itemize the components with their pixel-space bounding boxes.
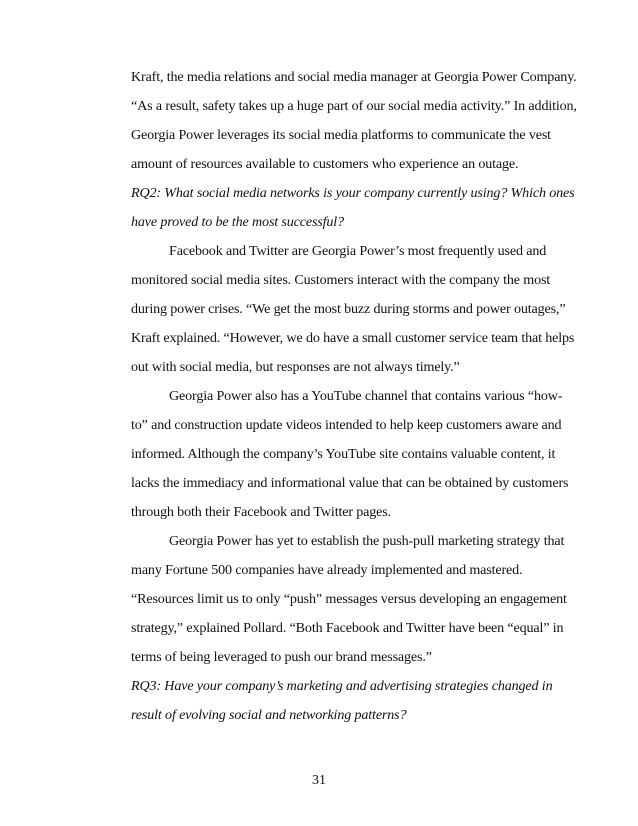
text-line: Kraft explained. “However, we do have a small customer service team that helps — [131, 330, 575, 346]
text-line: “Resources limit us to only “push” messages versus developing an engagement — [131, 591, 567, 607]
research-question-heading: RQ2: What social media networks is your company currently using? Which ones — [131, 185, 575, 201]
text-line: through both their Facebook and Twitter pages. — [131, 504, 391, 520]
text-line: terms of being leveraged to push our brand messages.” — [131, 649, 432, 665]
paragraph-first-line: Georgia Power also has a YouTube channel that contains various “how- — [169, 388, 563, 404]
paragraph-first-line: Facebook and Twitter are Georgia Power’s most frequently used and — [169, 243, 547, 259]
text-line: lacks the immediacy and informational value that can be obtained by customers — [131, 475, 569, 491]
text-line: strategy,” explained Pollard. “Both Facebook and Twitter have been “equal” in — [131, 620, 564, 636]
text-line: many Fortune 500 companies have already implemented and mastered. — [131, 562, 523, 578]
research-question-heading: result of evolving social and networking patterns? — [131, 707, 407, 723]
research-question-heading: have proved to be the most successful? — [131, 214, 344, 230]
text-line: Georgia Power leverages its social media platforms to communicate the vest — [131, 127, 551, 143]
text-line: out with social media, but responses are not always timely.” — [131, 359, 460, 375]
paragraph-first-line: Georgia Power has yet to establish the push-pull marketing strategy that — [169, 533, 565, 549]
text-line: amount of resources available to customers who experience an outage. — [131, 156, 519, 172]
research-question-heading: RQ3: Have your company’s marketing and advertising strategies changed in — [131, 678, 553, 694]
text-line: “As a result, safety takes up a huge part of our social media activity.” In addition, — [131, 98, 577, 114]
body-text — [131, 63, 577, 730]
text-line: to” and construction update videos intended to help keep customers aware and — [131, 417, 562, 433]
text-line: Kraft, the media relations and social media manager at Georgia Power Company. — [131, 69, 577, 85]
page-number: 31 — [312, 773, 326, 788]
text-line: during power crises. “We get the most buzz during storms and power outages,” — [131, 301, 566, 317]
text-line: informed. Although the company’s YouTube site contains valuable content, it — [131, 446, 556, 462]
text-line: monitored social media sites. Customers interact with the company the most — [131, 272, 551, 288]
